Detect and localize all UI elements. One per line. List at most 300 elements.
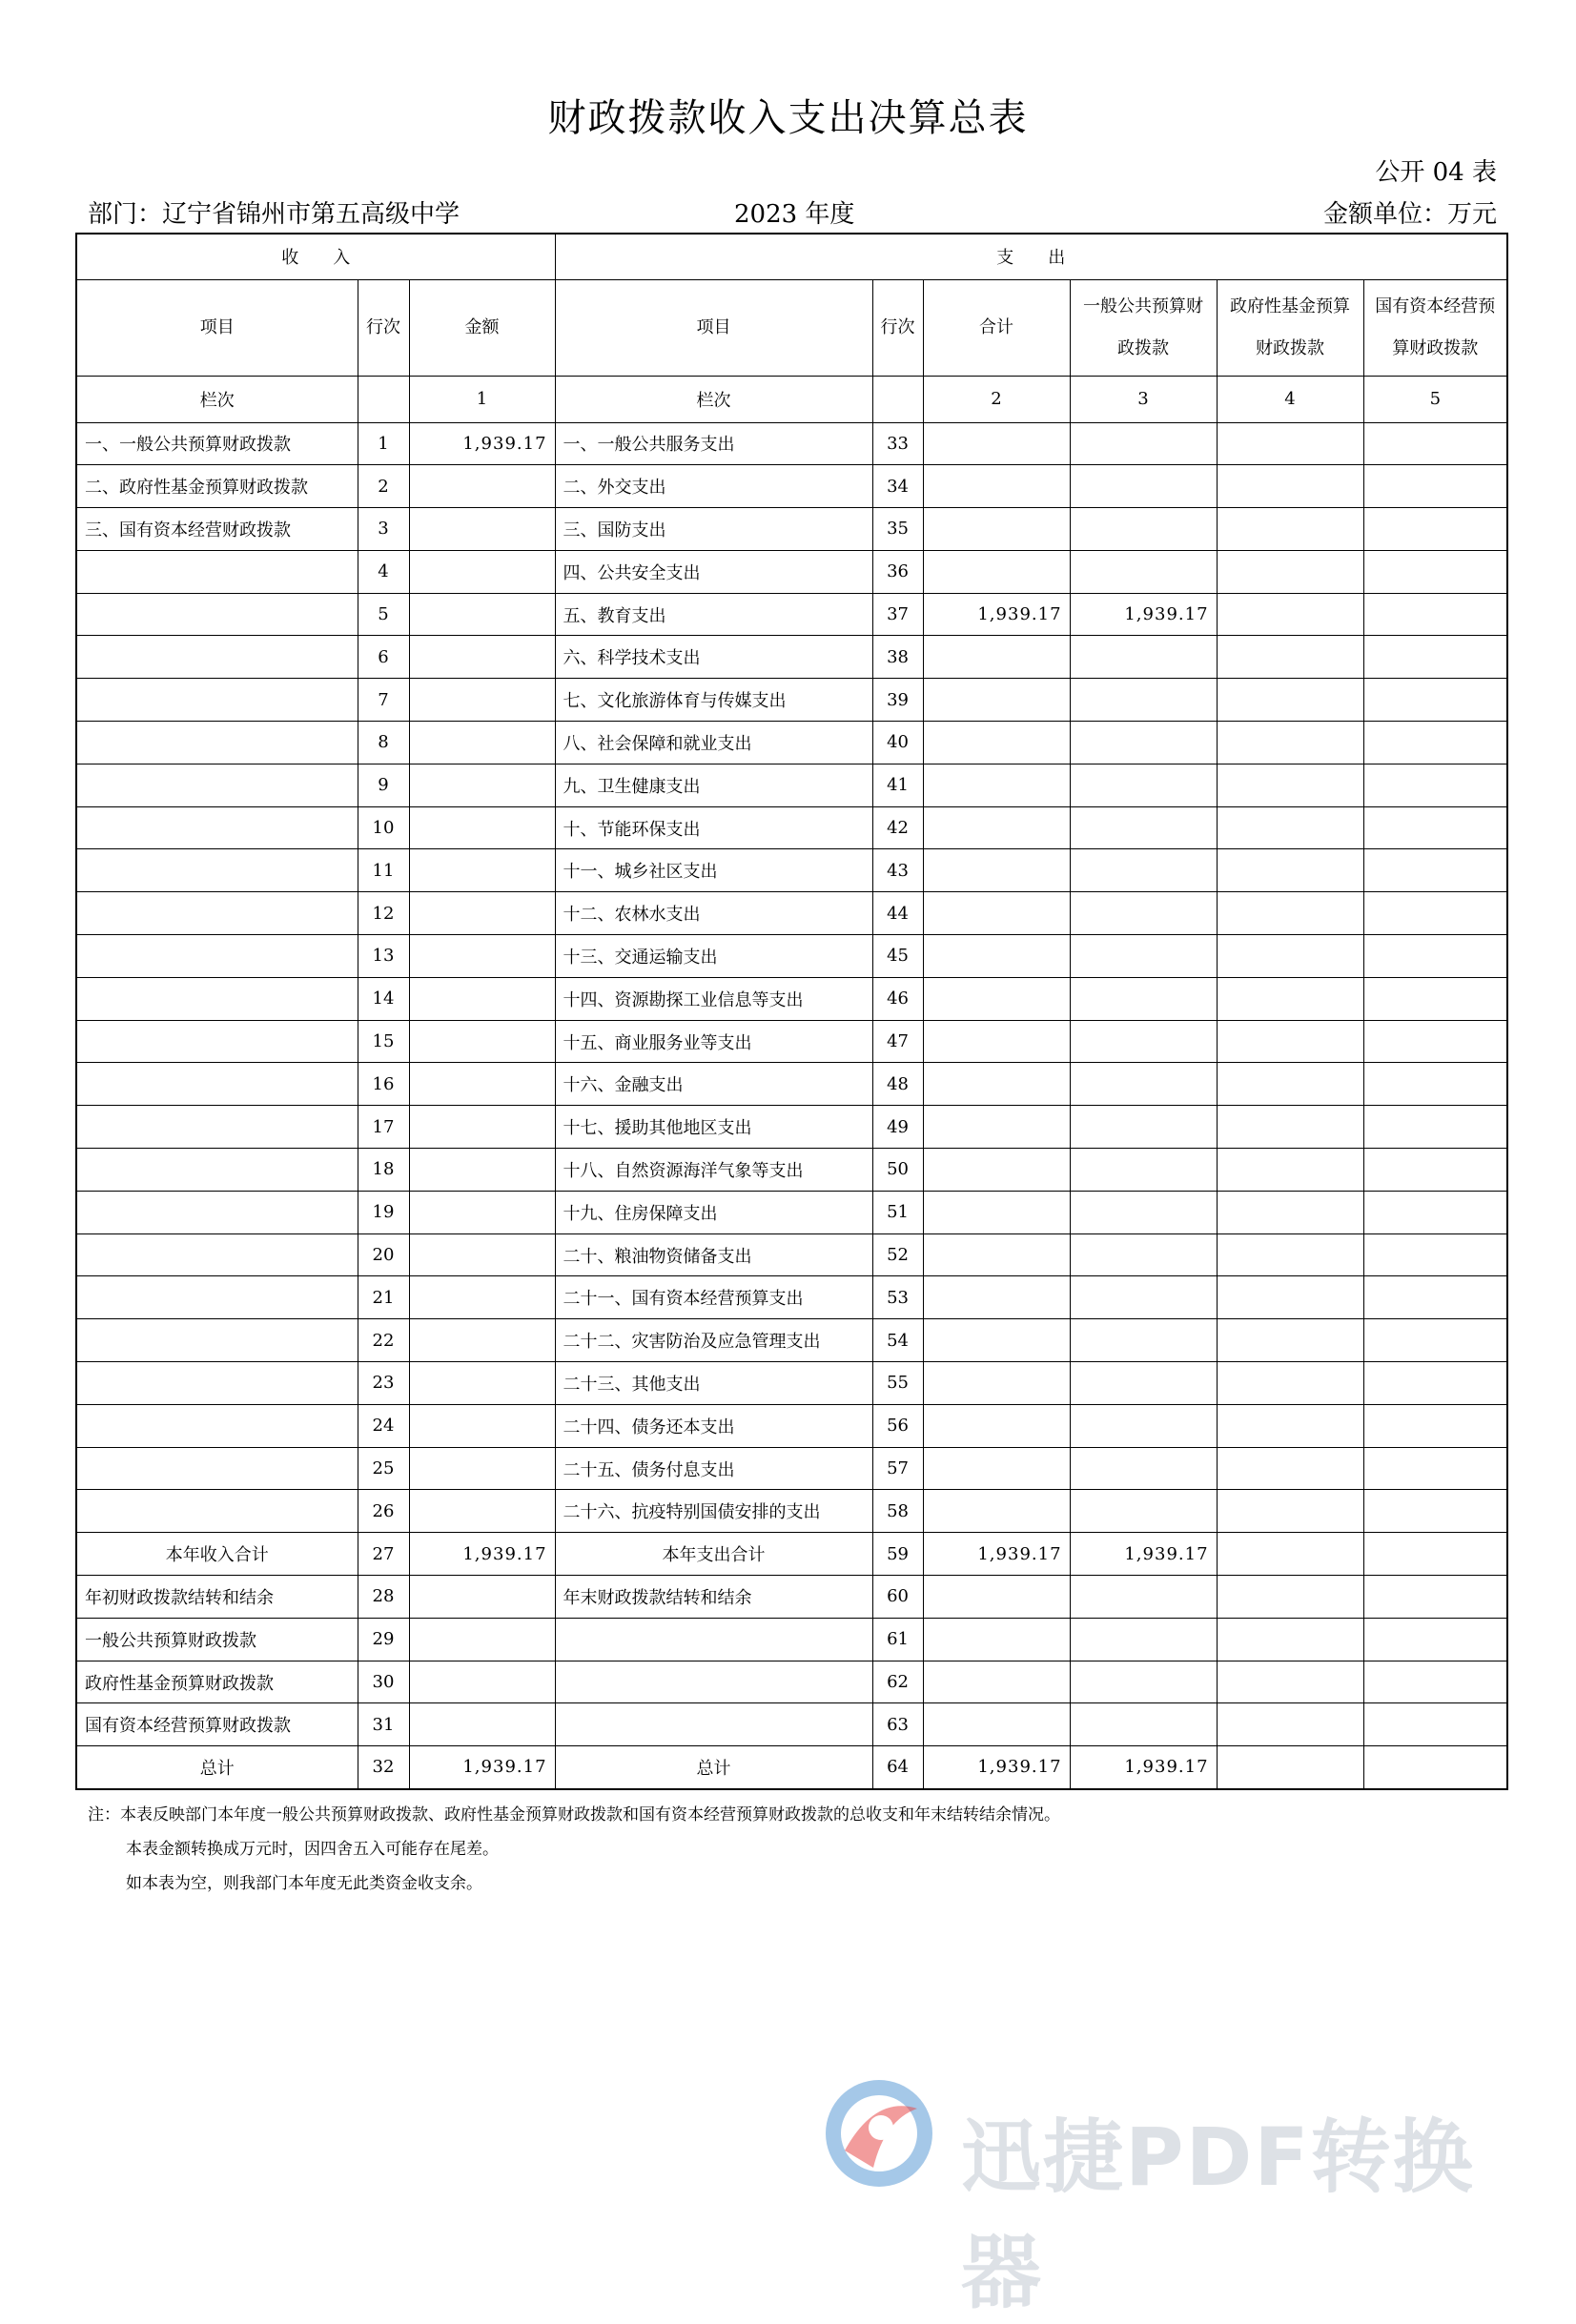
general-budget-amount: [1070, 935, 1217, 978]
income-amount: [409, 1404, 555, 1447]
income-item-cell: 总计: [76, 1746, 358, 1789]
expense-item-cell: 十六、金融支出: [555, 1063, 872, 1106]
gov-fund-amount: [1217, 722, 1363, 764]
expense-total: [923, 1233, 1070, 1276]
table-row: [76, 1106, 1507, 1149]
expense-total: [923, 1576, 1070, 1619]
general-budget-amount: [1070, 1661, 1217, 1703]
income-row-number: 20: [358, 1233, 409, 1276]
table-row: [76, 1191, 1507, 1233]
general-budget-amount: [1070, 1233, 1217, 1276]
income-row-number: 18: [358, 1149, 409, 1192]
gov-fund-amount: [1217, 1149, 1363, 1192]
state-capital-amount: [1363, 636, 1507, 679]
expense-item-cell: 二、外交支出: [555, 465, 872, 508]
state-capital-amount: [1363, 1233, 1507, 1276]
table-row: [76, 806, 1507, 849]
expense-item-cell: [555, 1703, 872, 1746]
gov-fund-amount: [1217, 1106, 1363, 1149]
state-capital-amount: [1363, 1703, 1507, 1746]
expense-row-number: 58: [872, 1490, 923, 1533]
income-amount: [409, 1576, 555, 1619]
gov-fund-amount: [1217, 935, 1363, 978]
income-amount: [409, 1319, 555, 1362]
note-line: 本表金额转换成万元时，因四舍五入可能存在尾差。: [126, 1840, 499, 1859]
income-row-number: 26: [358, 1490, 409, 1533]
general-budget-amount: [1070, 1191, 1217, 1233]
general-budget-amount: [1070, 1490, 1217, 1533]
table-row: [76, 1447, 1507, 1490]
table-row: [76, 722, 1507, 764]
gov-fund-amount: [1217, 1533, 1363, 1576]
income-row-number: 21: [358, 1276, 409, 1319]
gov-fund-amount: [1217, 1233, 1363, 1276]
expense-row-number: 33: [872, 422, 923, 465]
gov-fund-header: 政府性基金预算财政拨款: [1217, 279, 1363, 376]
expense-item-cell: 二十一、国有资本经营预算支出: [555, 1276, 872, 1319]
watermark: [818, 2076, 1543, 2319]
expense-total: [923, 935, 1070, 978]
income-row-number: 24: [358, 1404, 409, 1447]
income-row-number: 29: [358, 1618, 409, 1661]
income-item-cell: [76, 1149, 358, 1192]
income-amount: [409, 550, 555, 593]
general-budget-amount: 1,939.17: [1070, 1746, 1217, 1789]
expense-item-cell: 十三、交通运输支出: [555, 935, 872, 978]
state-capital-amount: [1363, 1447, 1507, 1490]
table-row: [76, 849, 1507, 892]
table-row: [76, 1618, 1507, 1661]
expense-item-cell: 十七、援助其他地区支出: [555, 1106, 872, 1149]
general-budget-header: 一般公共预算财政拨款: [1070, 279, 1217, 376]
column-number-4: 4: [1217, 376, 1363, 422]
general-budget-amount: [1070, 1276, 1217, 1319]
income-row-number: 5: [358, 593, 409, 636]
expense-row-number: 52: [872, 1233, 923, 1276]
state-capital-amount: [1363, 1618, 1507, 1661]
state-capital-amount: [1363, 1362, 1507, 1405]
fiscal-year: 2023 年度: [734, 200, 855, 229]
income-item-cell: [76, 977, 358, 1020]
income-item-cell: [76, 764, 358, 806]
state-capital-header: 国有资本经营预算财政拨款: [1363, 279, 1507, 376]
expense-row-number: 62: [872, 1661, 923, 1703]
expense-item-cell: 六、科学技术支出: [555, 636, 872, 679]
footnotes: [88, 1798, 1060, 1901]
expense-item-cell: 年末财政拨款结转和结余: [555, 1576, 872, 1619]
expense-item-cell: 四、公共安全支出: [555, 550, 872, 593]
expense-item-cell: 二十四、债务还本支出: [555, 1404, 872, 1447]
expense-row-number: 60: [872, 1576, 923, 1619]
state-capital-amount: [1363, 1020, 1507, 1063]
expense-total: [923, 550, 1070, 593]
income-row-number: 12: [358, 892, 409, 935]
income-item-cell: [76, 1404, 358, 1447]
income-item-cell: [76, 679, 358, 722]
income-row-number: 25: [358, 1447, 409, 1490]
expense-total: [923, 636, 1070, 679]
expense-item-cell: 十八、自然资源海洋气象等支出: [555, 1149, 872, 1192]
income-amount: [409, 1063, 555, 1106]
income-item-cell: [76, 1447, 358, 1490]
state-capital-amount: [1363, 1191, 1507, 1233]
expense-total: [923, 508, 1070, 551]
income-amount: [409, 1618, 555, 1661]
income-amount: [409, 508, 555, 551]
table-row: [76, 977, 1507, 1020]
expense-total: [923, 679, 1070, 722]
table-row: [76, 1404, 1507, 1447]
income-amount: [409, 1661, 555, 1703]
expense-total: [923, 422, 1070, 465]
gov-fund-amount: [1217, 1404, 1363, 1447]
department: 部门：辽宁省锦州市第五高级中学: [88, 200, 461, 229]
gov-fund-amount: [1217, 465, 1363, 508]
table-row: [76, 1362, 1507, 1405]
table-row: [76, 1746, 1507, 1789]
general-budget-amount: [1070, 1447, 1217, 1490]
expense-item-cell: [555, 1661, 872, 1703]
gov-fund-amount: [1217, 1447, 1363, 1490]
income-row-number: 4: [358, 550, 409, 593]
income-item-cell: 一般公共预算财政拨款: [76, 1618, 358, 1661]
expense-row-number: 51: [872, 1191, 923, 1233]
income-item-cell: [76, 1233, 358, 1276]
expense-total: [923, 1362, 1070, 1405]
table-row: [76, 679, 1507, 722]
expense-item-cell: 十九、住房保障支出: [555, 1191, 872, 1233]
income-amount: 1,939.17: [409, 1746, 555, 1789]
table-row: [76, 1533, 1507, 1576]
income-amount: [409, 935, 555, 978]
income-amount: [409, 1106, 555, 1149]
general-budget-amount: [1070, 1020, 1217, 1063]
expense-item-cell: 九、卫生健康支出: [555, 764, 872, 806]
income-amount: [409, 679, 555, 722]
income-item-cell: [76, 722, 358, 764]
expense-row-number: 41: [872, 764, 923, 806]
table-row: [76, 1703, 1507, 1746]
state-capital-amount: [1363, 508, 1507, 551]
expense-item-cell: 十二、农林水支出: [555, 892, 872, 935]
expense-row-number: 56: [872, 1404, 923, 1447]
income-amount: [409, 722, 555, 764]
gov-fund-amount: [1217, 1490, 1363, 1533]
table-row: [76, 1276, 1507, 1319]
state-capital-amount: [1363, 1746, 1507, 1789]
expense-row-number: 39: [872, 679, 923, 722]
column-number-3: 3: [1070, 376, 1217, 422]
state-capital-amount: [1363, 1490, 1507, 1533]
expense-row-number: 43: [872, 849, 923, 892]
gov-fund-amount: [1217, 593, 1363, 636]
income-row-header: 行次: [358, 279, 409, 376]
income-amount: 1,939.17: [409, 422, 555, 465]
state-capital-amount: [1363, 1661, 1507, 1703]
income-item-cell: 三、国有资本经营财政拨款: [76, 508, 358, 551]
table-row: [76, 1576, 1507, 1619]
income-amount: [409, 1149, 555, 1192]
gov-fund-amount: [1217, 1618, 1363, 1661]
general-budget-amount: 1,939.17: [1070, 1533, 1217, 1576]
table-row: [76, 1490, 1507, 1533]
expense-total: [923, 1490, 1070, 1533]
state-capital-amount: [1363, 935, 1507, 978]
expense-item-cell: 二十六、抗疫特别国债安排的支出: [555, 1490, 872, 1533]
income-item-cell: 年初财政拨款结转和结余: [76, 1576, 358, 1619]
gov-fund-amount: [1217, 892, 1363, 935]
gov-fund-amount: [1217, 508, 1363, 551]
gov-fund-amount: [1217, 550, 1363, 593]
income-row-number: 8: [358, 722, 409, 764]
income-item-header: 项目: [76, 279, 358, 376]
state-capital-amount: [1363, 422, 1507, 465]
income-item-cell: [76, 806, 358, 849]
income-amount: [409, 1191, 555, 1233]
note-line: 如本表为空，则我部门本年度无此类资金收支余。: [126, 1874, 482, 1893]
expense-item-cell: 二十三、其他支出: [555, 1362, 872, 1405]
income-amount: [409, 593, 555, 636]
income-row-number: 22: [358, 1319, 409, 1362]
state-capital-amount: [1363, 806, 1507, 849]
expense-total: 1,939.17: [923, 593, 1070, 636]
expense-item-cell: 十、节能环保支出: [555, 806, 872, 849]
expense-item-cell: 五、教育支出: [555, 593, 872, 636]
expense-item-cell: 十五、商业服务业等支出: [555, 1020, 872, 1063]
expense-row-number: 59: [872, 1533, 923, 1576]
income-row-number: 14: [358, 977, 409, 1020]
expense-item-header: 项目: [555, 279, 872, 376]
income-row-number: 10: [358, 806, 409, 849]
income-row-number: 15: [358, 1020, 409, 1063]
expense-item-cell: 十四、资源勘探工业信息等支出: [555, 977, 872, 1020]
column-number-blank: [872, 376, 923, 422]
general-budget-amount: [1070, 1576, 1217, 1619]
expense-section-header: 支 出: [555, 234, 1507, 279]
income-item-cell: [76, 1362, 358, 1405]
expense-item-cell: 一、一般公共服务支出: [555, 422, 872, 465]
expense-total: [923, 849, 1070, 892]
general-budget-amount: [1070, 465, 1217, 508]
expense-total: [923, 892, 1070, 935]
income-amount-header: 金额: [409, 279, 555, 376]
gov-fund-amount: [1217, 422, 1363, 465]
expense-row-number: 48: [872, 1063, 923, 1106]
income-amount: [409, 806, 555, 849]
general-budget-amount: [1070, 1149, 1217, 1192]
expense-total: [923, 1149, 1070, 1192]
general-budget-amount: [1070, 806, 1217, 849]
state-capital-amount: [1363, 1576, 1507, 1619]
section-header-row: [76, 234, 1507, 279]
state-capital-amount: [1363, 1404, 1507, 1447]
gov-fund-amount: [1217, 679, 1363, 722]
general-budget-amount: [1070, 1362, 1217, 1405]
table-row: [76, 1319, 1507, 1362]
income-amount: [409, 977, 555, 1020]
note-line: 注：本表反映部门本年度一般公共预算财政拨款、政府性基金预算财政拨款和国有资本经营预算财政拨款的总收支和年末结转结余情况。: [88, 1805, 1060, 1825]
general-budget-amount: [1070, 1618, 1217, 1661]
column-number-blank: [358, 376, 409, 422]
expense-total: [923, 1703, 1070, 1746]
general-budget-amount: 1,939.17: [1070, 593, 1217, 636]
income-row-number: 9: [358, 764, 409, 806]
table-row: [76, 508, 1507, 551]
expense-row-number: 42: [872, 806, 923, 849]
expense-row-number: 36: [872, 550, 923, 593]
state-capital-amount: [1363, 550, 1507, 593]
income-row-number: 16: [358, 1063, 409, 1106]
budget-table: [75, 233, 1508, 1790]
income-item-cell: [76, 593, 358, 636]
gov-fund-amount: [1217, 849, 1363, 892]
gov-fund-amount: [1217, 636, 1363, 679]
general-budget-amount: [1070, 849, 1217, 892]
state-capital-amount: [1363, 1063, 1507, 1106]
expense-row-number: 46: [872, 977, 923, 1020]
state-capital-amount: [1363, 1533, 1507, 1576]
expense-item-cell: 三、国防支出: [555, 508, 872, 551]
income-item-cell: [76, 1319, 358, 1362]
income-item-cell: [76, 1191, 358, 1233]
expense-total: [923, 1661, 1070, 1703]
gov-fund-amount: [1217, 1576, 1363, 1619]
income-item-cell: 本年收入合计: [76, 1533, 358, 1576]
column-number-5: 5: [1363, 376, 1507, 422]
table-row: [76, 1149, 1507, 1192]
general-budget-amount: [1070, 636, 1217, 679]
table-row: [76, 1063, 1507, 1106]
expense-total: 1,939.17: [923, 1533, 1070, 1576]
general-budget-amount: [1070, 722, 1217, 764]
expense-item-cell: 二十二、灾害防治及应急管理支出: [555, 1319, 872, 1362]
income-amount: [409, 1233, 555, 1276]
general-budget-amount: [1070, 422, 1217, 465]
expense-item-cell: 总计: [555, 1746, 872, 1789]
gov-fund-amount: [1217, 1191, 1363, 1233]
income-row-number: 2: [358, 465, 409, 508]
income-item-cell: 政府性基金预算财政拨款: [76, 1661, 358, 1703]
table-row: [76, 1233, 1507, 1276]
income-row-number: 23: [358, 1362, 409, 1405]
income-row-number: 6: [358, 636, 409, 679]
expense-row-number: 35: [872, 508, 923, 551]
income-row-number: 7: [358, 679, 409, 722]
state-capital-amount: [1363, 977, 1507, 1020]
state-capital-amount: [1363, 593, 1507, 636]
expense-total: [923, 977, 1070, 1020]
expense-total: [923, 1404, 1070, 1447]
gov-fund-amount: [1217, 806, 1363, 849]
gov-fund-amount: [1217, 1703, 1363, 1746]
column-number-row: [76, 376, 1507, 422]
gov-fund-amount: [1217, 1319, 1363, 1362]
gov-fund-amount: [1217, 1020, 1363, 1063]
expense-item-cell: [555, 1618, 872, 1661]
income-row-number: 1: [358, 422, 409, 465]
general-budget-amount: [1070, 1063, 1217, 1106]
income-amount: [409, 1490, 555, 1533]
gov-fund-amount: [1217, 1661, 1363, 1703]
expense-row-number: 63: [872, 1703, 923, 1746]
income-item-cell: [76, 1020, 358, 1063]
income-row-number: 32: [358, 1746, 409, 1789]
income-amount: [409, 764, 555, 806]
general-budget-amount: [1070, 1404, 1217, 1447]
general-budget-amount: [1070, 977, 1217, 1020]
pdf-converter-logo-icon: [818, 2076, 940, 2191]
state-capital-amount: [1363, 764, 1507, 806]
income-row-number: 19: [358, 1191, 409, 1233]
expense-total: [923, 1063, 1070, 1106]
gov-fund-amount: [1217, 1063, 1363, 1106]
income-amount: [409, 1276, 555, 1319]
table-row: [76, 764, 1507, 806]
expense-item-cell: 二十、粮油物资储备支出: [555, 1233, 872, 1276]
income-row-number: 30: [358, 1661, 409, 1703]
income-item-cell: 国有资本经营预算财政拨款: [76, 1703, 358, 1746]
expense-total: [923, 722, 1070, 764]
expense-row-number: 57: [872, 1447, 923, 1490]
general-budget-amount: [1070, 508, 1217, 551]
table-row: [76, 636, 1507, 679]
income-item-cell: [76, 1490, 358, 1533]
state-capital-amount: [1363, 1149, 1507, 1192]
general-budget-amount: [1070, 1319, 1217, 1362]
state-capital-amount: [1363, 1319, 1507, 1362]
expense-row-number: 38: [872, 636, 923, 679]
expense-total: [923, 806, 1070, 849]
general-budget-amount: [1070, 1703, 1217, 1746]
table-row: [76, 550, 1507, 593]
expense-row-number: 34: [872, 465, 923, 508]
income-row-number: 3: [358, 508, 409, 551]
page-title: 财政拨款收入支出决算总表: [547, 96, 1029, 140]
income-row-number: 28: [358, 1576, 409, 1619]
expense-item-cell: 七、文化旅游体育与传媒支出: [555, 679, 872, 722]
expense-row-number: 40: [872, 722, 923, 764]
income-row-number: 13: [358, 935, 409, 978]
table-row: [76, 935, 1507, 978]
expense-total: [923, 1276, 1070, 1319]
state-capital-amount: [1363, 1106, 1507, 1149]
expense-total: [923, 1319, 1070, 1362]
expense-total: [923, 465, 1070, 508]
income-item-cell: [76, 1106, 358, 1149]
income-item-cell: [76, 935, 358, 978]
income-amount: [409, 892, 555, 935]
income-row-number: 27: [358, 1533, 409, 1576]
income-amount: [409, 849, 555, 892]
column-number-2: 2: [923, 376, 1070, 422]
gov-fund-amount: [1217, 1276, 1363, 1319]
expense-row-number: 53: [872, 1276, 923, 1319]
income-row-number: 17: [358, 1106, 409, 1149]
state-capital-amount: [1363, 892, 1507, 935]
expense-row-number: 37: [872, 593, 923, 636]
income-item-cell: [76, 849, 358, 892]
expense-total: 1,939.17: [923, 1746, 1070, 1789]
gov-fund-amount: [1217, 764, 1363, 806]
expense-total: [923, 1106, 1070, 1149]
income-item-cell: [76, 892, 358, 935]
income-amount: 1,939.17: [409, 1533, 555, 1576]
column-number-1: 1: [409, 376, 555, 422]
table-row: [76, 593, 1507, 636]
general-budget-amount: [1070, 679, 1217, 722]
state-capital-amount: [1363, 1276, 1507, 1319]
expense-total: [923, 764, 1070, 806]
